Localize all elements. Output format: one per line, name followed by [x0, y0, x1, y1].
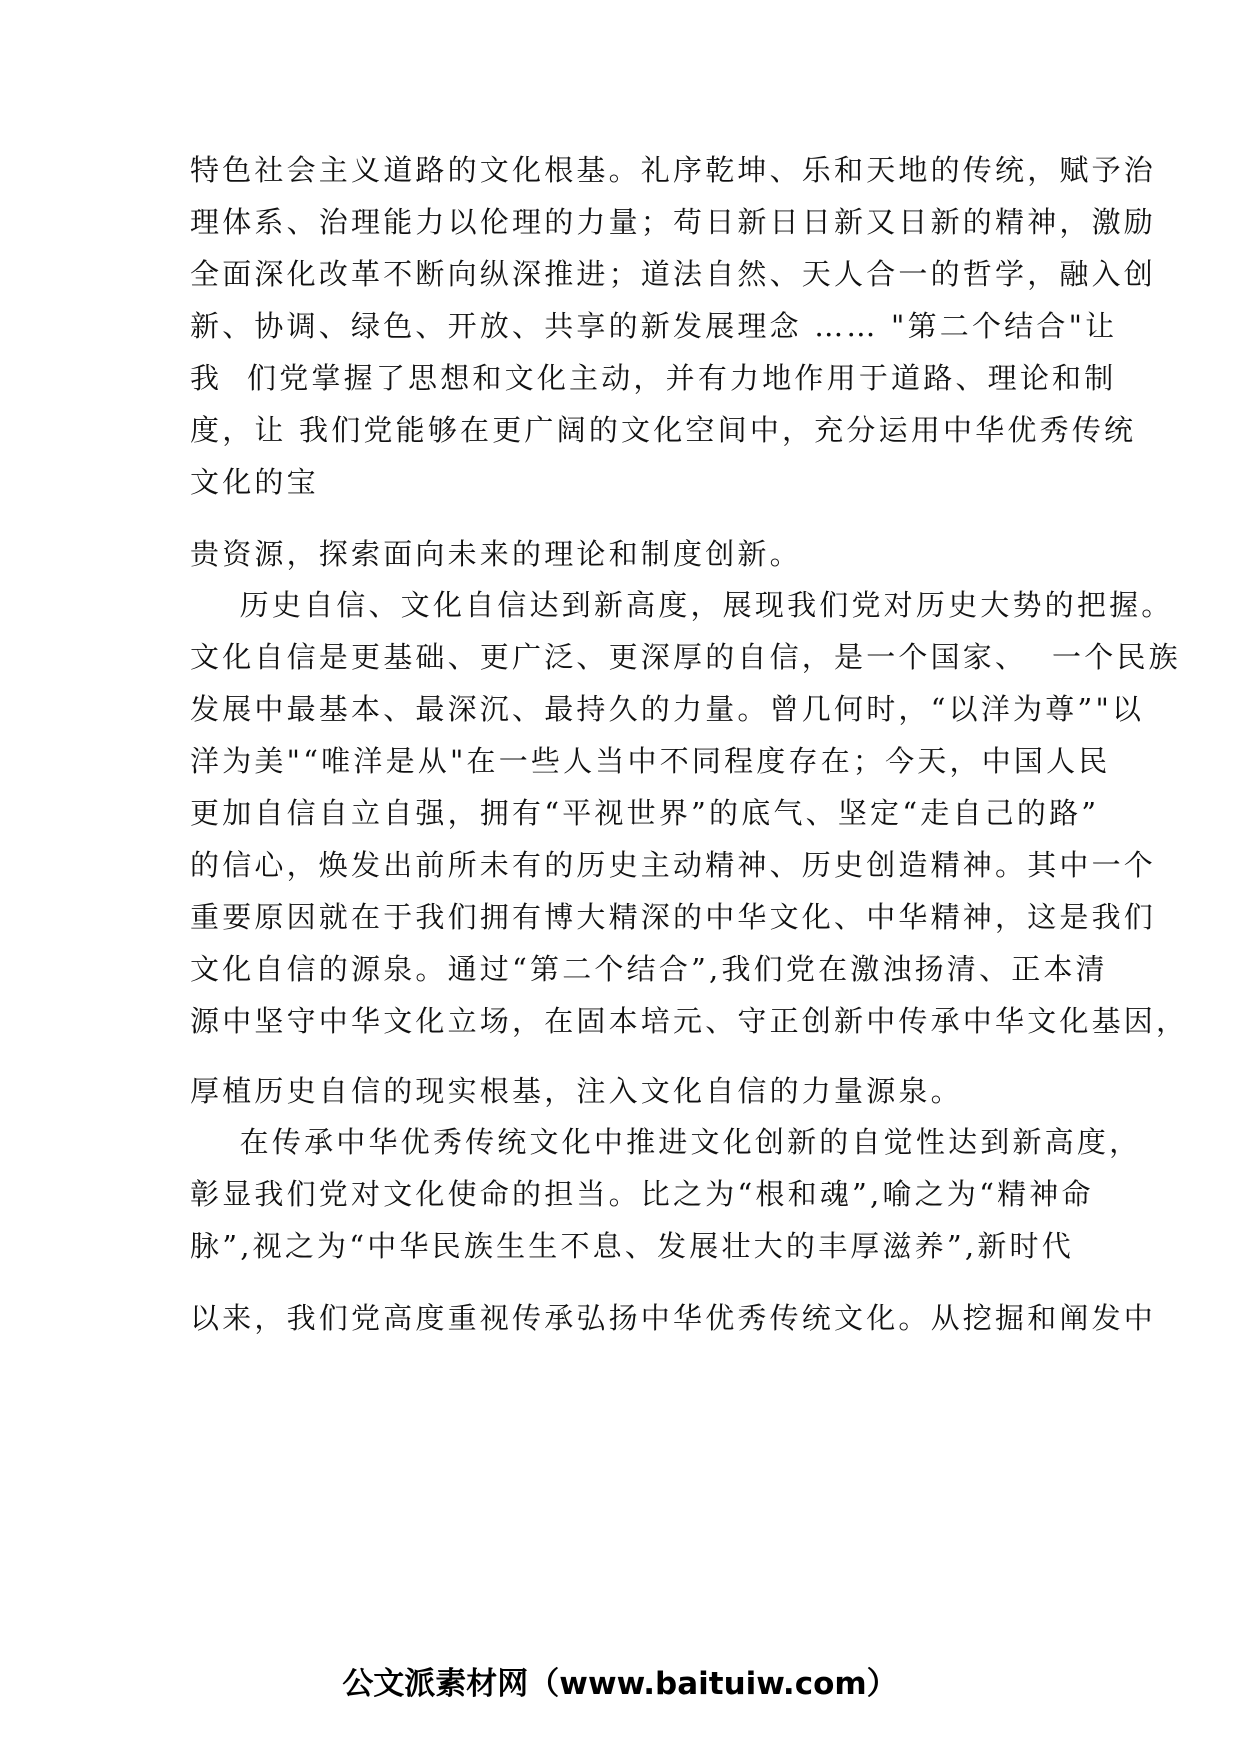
text-line: 的信心，焕发出前所未有的历史主动精神、历史创造精神。其中一个 — [190, 848, 1157, 882]
text-line: 更加自信自立自强，拥有“平视世界”的底气、坚定“走自己的路” — [190, 796, 1100, 830]
text-line: 洋为美"“唯洋是从"在一些人当中不同程度存在；今天，中国人民 — [190, 744, 1111, 778]
text-line: 发展中最基本、最深沉、最持久的力量。曾几何时，“以洋为尊”"以 — [190, 692, 1145, 726]
text-line: 新、协调、绿色、开放、共享的新发展理念 …… "第二个结合"让 — [190, 309, 1118, 343]
text-line: 在传承中华优秀传统文化中推进文化创新的自觉性达到新高度， — [190, 1125, 1142, 1159]
text-line: 厚植历史自信的现实根基，注入文化自信的力量源泉。 — [190, 1074, 963, 1108]
text-line: 贵资源，探索面向未来的理论和制度创新。 — [190, 537, 802, 571]
text-line: 重要原因就在于我们拥有博大精深的中华文化、中华精神，这是我们 — [190, 900, 1157, 934]
text-line: 特色社会主义道路的文化根基。礼序乾坤、乐和天地的传统，赋予治 — [190, 153, 1157, 187]
text-line: 文化自信是更基础、更广泛、更深厚的自信，是一个国家、 一个民族 — [190, 640, 1181, 674]
text-line: 源中坚守中华文化立场，在固本培元、守正创新中传承中华文化基因， — [190, 1004, 1189, 1038]
text-line: 文化的宝 — [190, 465, 319, 499]
text-line: 全面深化改革不断向纵深推进；道法自然、天人合一的哲学，融入创 — [190, 257, 1157, 291]
text-line: 彰显我们党对文化使命的担当。比之为“根和魂”,喻之为“精神命 — [190, 1177, 1094, 1211]
text-line: 理体系、治理能力以伦理的力量；苟日新日日新又日新的精神，激励 — [190, 205, 1157, 239]
text-line: 文化自信的源泉。通过“第二个结合”,我们党在激浊扬清、正本清 — [190, 952, 1108, 986]
text-line: 以来，我们党高度重视传承弘扬中华优秀传统文化。从挖掘和阐发中 — [190, 1301, 1157, 1335]
text-line: 度，让 我们党能够在更广阔的文化空间中，充分运用中华优秀传统 — [190, 413, 1137, 447]
footer-watermark: 公文派素材网（www.baituiw.com） — [342, 1666, 898, 1702]
text-line: 脉”,视之为“中华民族生生不息、发展壮大的丰厚滋养”,新时代 — [190, 1229, 1074, 1263]
text-line: 我 们党掌握了思想和文化主动，并有力地作用于道路、理论和制 — [190, 361, 1117, 395]
text-line: 历史自信、文化自信达到新高度，展现我们党对历史大势的把握。 — [190, 588, 1174, 622]
